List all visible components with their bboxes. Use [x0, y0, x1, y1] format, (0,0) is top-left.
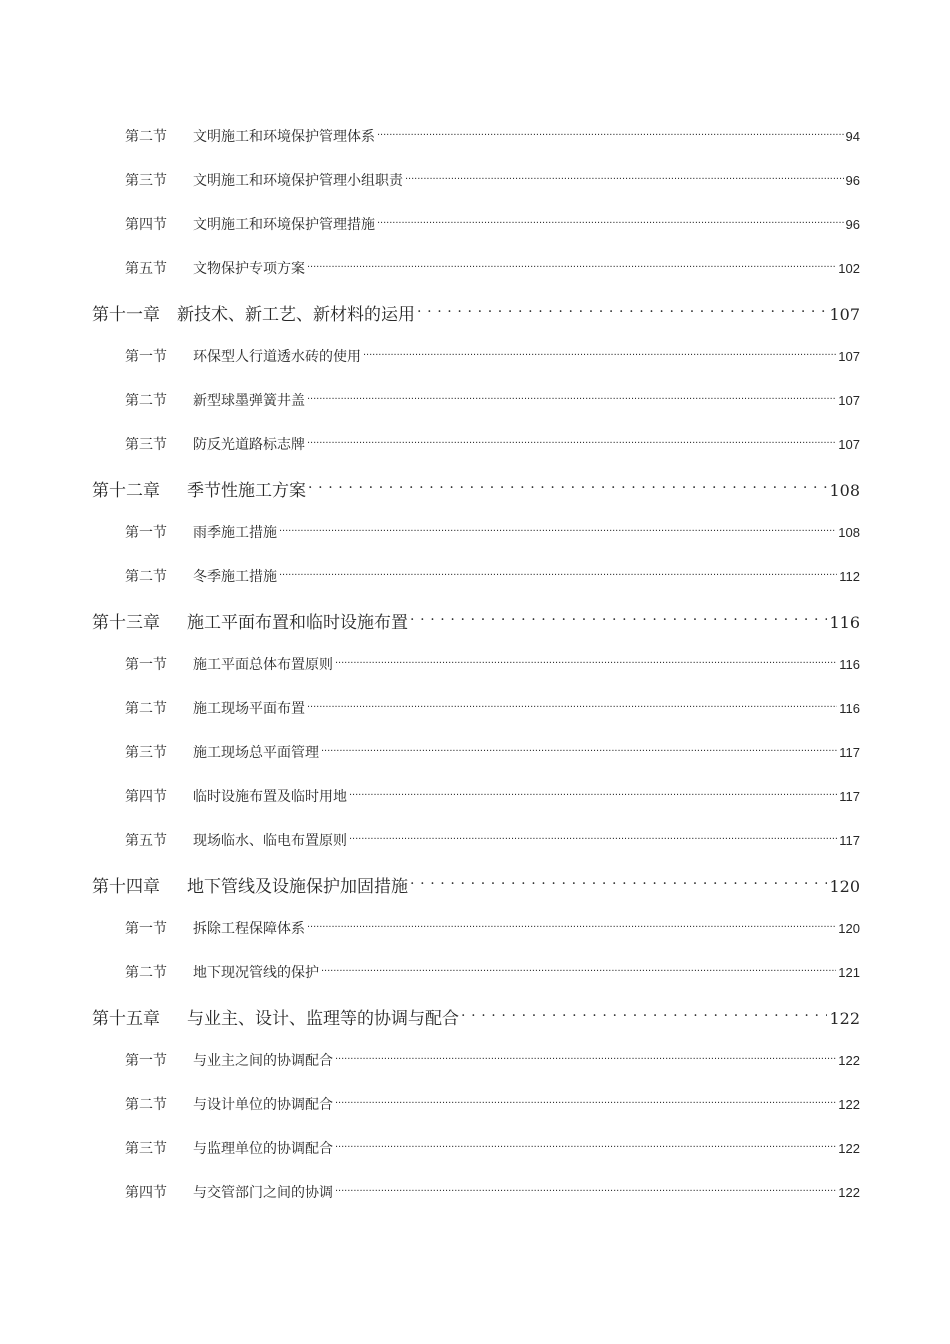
dot-leader	[321, 743, 837, 757]
toc-entry-section[interactable]	[125, 1095, 860, 1114]
toc-entry-section[interactable]	[125, 1051, 860, 1070]
toc-entry-title: 防反光道路标志牌	[193, 437, 305, 453]
dot-leader	[335, 1139, 836, 1153]
dot-leader	[279, 523, 836, 537]
toc-entry-number: 第一节	[125, 525, 167, 541]
dot-leader	[410, 874, 827, 892]
toc-entry-section[interactable]	[125, 919, 860, 938]
dot-leader	[335, 655, 837, 669]
toc-entry-title: 文明施工和环境保护管理措施	[193, 217, 375, 233]
toc-entry-number: 第三节	[125, 173, 167, 189]
toc-entry-title: 环保型人行道透水砖的使用	[193, 349, 361, 365]
toc-entry-title: 地下现况管线的保护	[193, 965, 319, 981]
toc-entry-chapter[interactable]	[92, 302, 860, 326]
dot-leader	[279, 567, 837, 581]
toc-entry-number: 第十五章	[92, 1009, 160, 1029]
toc-entry-title: 现场临水、临电布置原则	[193, 833, 347, 849]
toc-entry-section[interactable]	[125, 347, 860, 366]
dot-leader	[349, 787, 837, 801]
toc-entry-page: 120	[838, 921, 860, 936]
toc-entry-section[interactable]	[125, 831, 860, 850]
dot-leader	[335, 1051, 836, 1065]
toc-entry-section[interactable]	[125, 215, 860, 234]
toc-entry-number: 第三节	[125, 437, 167, 453]
toc-entry-title: 施工现场总平面管理	[193, 745, 319, 761]
toc-entry-number: 第二节	[125, 701, 167, 717]
toc-entry-page: 96	[845, 173, 860, 188]
dot-leader	[417, 302, 827, 320]
toc-entry-number: 第一节	[125, 921, 167, 937]
toc-entry-page: 107	[829, 305, 860, 324]
toc-entry-chapter[interactable]	[92, 478, 860, 502]
dot-leader	[307, 435, 836, 449]
toc-entry-page: 102	[838, 261, 860, 276]
dot-leader	[410, 610, 827, 628]
toc-entry-number: 第二节	[125, 1097, 167, 1113]
dot-leader	[307, 259, 836, 273]
toc-entry-page: 122	[838, 1097, 860, 1112]
toc-entry-title: 施工平面布置和临时设施布置	[187, 613, 408, 633]
toc-entry-section[interactable]	[125, 1183, 860, 1202]
toc-entry-title: 地下管线及设施保护加固措施	[187, 877, 408, 897]
toc-entry-number: 第四节	[125, 1185, 167, 1201]
toc-entry-section[interactable]	[125, 1139, 860, 1158]
toc-entry-page: 116	[829, 613, 860, 632]
toc-entry-number: 第一节	[125, 349, 167, 365]
toc-entry-page: 107	[838, 393, 860, 408]
toc-entry-section[interactable]	[125, 787, 860, 806]
toc-entry-number: 第十二章	[92, 481, 160, 501]
toc-entry-section[interactable]	[125, 699, 860, 718]
toc-entry-title: 文物保护专项方案	[193, 261, 305, 277]
toc-entry-number: 第五节	[125, 261, 167, 277]
toc-entry-title: 冬季施工措施	[193, 569, 277, 585]
toc-entry-chapter[interactable]	[92, 610, 860, 634]
toc-entry-section[interactable]	[125, 391, 860, 410]
toc-entry-number: 第二节	[125, 129, 167, 145]
toc-entry-title: 与设计单位的协调配合	[193, 1097, 333, 1113]
dot-leader	[321, 963, 836, 977]
dot-leader	[335, 1183, 836, 1197]
toc-entry-number: 第二节	[125, 393, 167, 409]
toc-entry-page: 122	[829, 1009, 860, 1028]
toc-entry-section[interactable]	[125, 435, 860, 454]
toc-entry-page: 108	[838, 525, 860, 540]
toc-entry-number: 第十一章	[92, 305, 160, 325]
toc-entry-title: 文明施工和环境保护管理体系	[193, 129, 375, 145]
toc-entry-section[interactable]	[125, 259, 860, 278]
toc-entry-title: 与监理单位的协调配合	[193, 1141, 333, 1157]
toc-entry-number: 第十四章	[92, 877, 160, 897]
dot-leader	[308, 478, 827, 496]
toc-entry-chapter[interactable]	[92, 874, 860, 898]
toc-entry-page: 116	[839, 657, 860, 672]
toc-entry-page: 122	[838, 1185, 860, 1200]
toc-entry-page: 94	[845, 129, 860, 144]
dot-leader	[349, 831, 837, 845]
toc-entry-title: 文明施工和环境保护管理小组职责	[193, 173, 403, 189]
toc-entry-title: 与业主、设计、监理等的协调与配合	[187, 1009, 459, 1029]
dot-leader	[405, 171, 844, 185]
toc-entry-page: 107	[838, 437, 860, 452]
toc-entry-title: 临时设施布置及临时用地	[193, 789, 347, 805]
toc-entry-number: 第四节	[125, 789, 167, 805]
toc-entry-number: 第五节	[125, 833, 167, 849]
toc-entry-number: 第十三章	[92, 613, 160, 633]
toc-entry-title: 施工平面总体布置原则	[193, 657, 333, 673]
toc-entry-page: 112	[839, 569, 860, 584]
toc-entry-title: 施工现场平面布置	[193, 701, 305, 717]
toc-entry-section[interactable]	[125, 963, 860, 982]
toc-entry-page: 120	[829, 877, 860, 896]
toc-entry-title: 拆除工程保障体系	[193, 921, 305, 937]
dot-leader	[307, 919, 836, 933]
toc-entry-section[interactable]	[125, 127, 860, 146]
dot-leader	[377, 127, 844, 141]
dot-leader	[307, 391, 836, 405]
toc-entry-title: 新型球墨弹簧井盖	[193, 393, 305, 409]
toc-entry-page: 116	[839, 701, 860, 716]
dot-leader	[363, 347, 836, 361]
toc-entry-section[interactable]	[125, 171, 860, 190]
toc-entry-page: 122	[838, 1141, 860, 1156]
dot-leader	[377, 215, 844, 229]
toc-entry-page: 107	[838, 349, 860, 364]
toc-entry-section[interactable]	[125, 743, 860, 762]
toc-entry-number: 第三节	[125, 745, 167, 761]
toc-entry-number: 第三节	[125, 1141, 167, 1157]
toc-entry-page: 121	[838, 965, 860, 980]
toc-entry-number: 第二节	[125, 569, 167, 585]
toc-entry-page: 117	[839, 789, 860, 804]
toc-entry-title: 与交管部门之间的协调	[193, 1185, 333, 1201]
dot-leader	[307, 699, 837, 713]
toc-entry-section[interactable]	[125, 523, 860, 542]
toc-entry-title: 季节性施工方案	[187, 481, 306, 501]
toc-entry-section[interactable]	[125, 567, 860, 586]
toc-entry-page: 117	[839, 833, 860, 848]
toc-entry-page: 96	[845, 217, 860, 232]
dot-leader	[335, 1095, 836, 1109]
toc-entry-number: 第四节	[125, 217, 167, 233]
toc-entry-title: 雨季施工措施	[193, 525, 277, 541]
toc-entry-title: 与业主之间的协调配合	[193, 1053, 333, 1069]
toc-entry-page: 117	[839, 745, 860, 760]
toc-entry-number: 第二节	[125, 965, 167, 981]
toc-entry-page: 122	[838, 1053, 860, 1068]
toc-entry-section[interactable]	[125, 655, 860, 674]
toc-entry-page: 108	[829, 481, 860, 500]
toc-entry-number: 第一节	[125, 1053, 167, 1069]
toc-entry-number: 第一节	[125, 657, 167, 673]
dot-leader	[461, 1006, 827, 1024]
toc-entry-title: 新技术、新工艺、新材料的运用	[177, 305, 415, 325]
toc-entry-chapter[interactable]	[92, 1006, 860, 1030]
